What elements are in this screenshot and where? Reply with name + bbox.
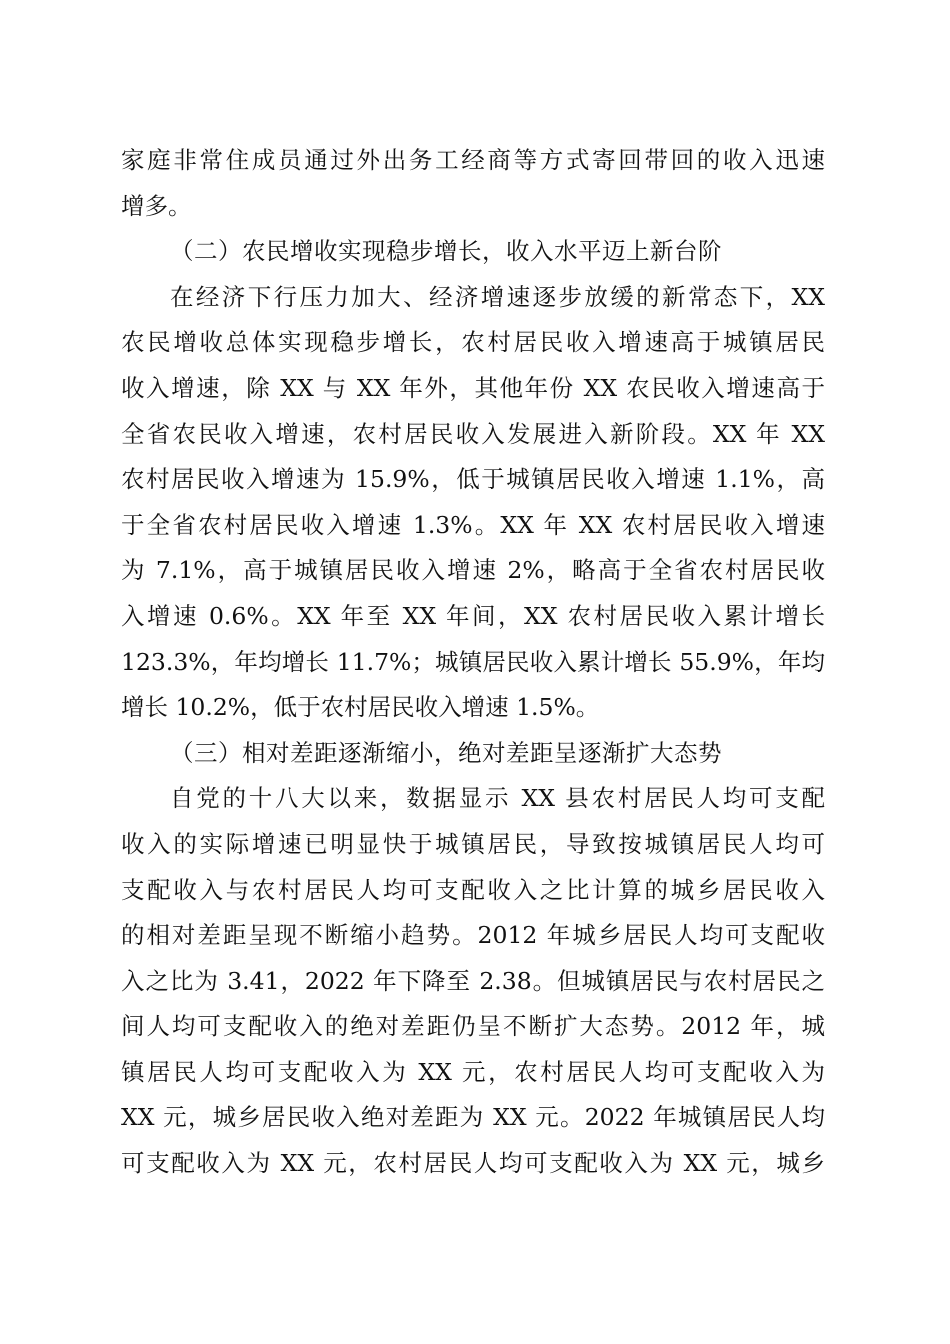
text-line: 入增速 0.6%。XX 年至 XX 年间，XX 农村居民收入累计增长 xyxy=(121,601,825,630)
section-heading: （三）相对差距逐渐缩小，绝对差距呈逐渐扩大态势 xyxy=(170,738,722,767)
text-line: 为 7.1%，高于城镇居民收入增速 2%，略高于全省农村居民收 xyxy=(121,556,825,585)
text-line: 收入的实际增速已明显快于城镇居民，导致按城镇居民人均可 xyxy=(121,829,825,858)
text-line: 的相对差距呈现不断缩小趋势。2012 年城乡居民人均可支配收 xyxy=(121,921,825,950)
text-line: 123.3%，年均增长 11.7%；城镇居民收入累计增长 55.9%，年均 xyxy=(121,647,825,676)
text-line: 农村居民收入增速为 15.9%，低于城镇居民收入增速 1.1%，高 xyxy=(121,465,825,494)
text-line: 全省农民收入增速，农村居民收入发展进入新阶段。XX 年 XX xyxy=(121,419,825,448)
text-line: 镇居民人均可支配收入为 XX 元，农村居民人均可支配收入为 xyxy=(121,1057,825,1086)
text-line: 间人均可支配收入的绝对差距仍呈不断扩大态势。2012 年，城 xyxy=(121,1012,825,1041)
text-line: 可支配收入为 XX 元，农村居民人均可支配收入为 XX 元，城乡 xyxy=(121,1149,825,1178)
text-line: XX 元，城乡居民收入绝对差距为 XX 元。2022 年城镇居民人均 xyxy=(121,1103,825,1132)
text-line: 在经济下行压力加大、经济增速逐步放缓的新常态下，XX xyxy=(170,282,825,311)
text-line: 支配收入与农村居民人均可支配收入之比计算的城乡居民收入 xyxy=(121,875,825,904)
text-line: 增多。 xyxy=(121,191,192,220)
section-heading: （二）农民增收实现稳步增长，收入水平迈上新台阶 xyxy=(170,237,722,266)
text-line: 于全省农村居民收入增速 1.3%。XX 年 XX 农村居民收入增速 xyxy=(121,510,825,539)
text-line: 增长 10.2%，低于农村居民收入增速 1.5%。 xyxy=(121,693,600,722)
text-line: 收入增速，除 XX 与 XX 年外，其他年份 XX 农民收入增速高于 xyxy=(121,373,825,402)
text-line: 家庭非常住成员通过外出务工经商等方式寄回带回的收入迅速 xyxy=(121,146,825,174)
body-text xyxy=(121,138,825,1187)
text-line: 入之比为 3.41，2022 年下降至 2.38。但城镇居民与农村居民之 xyxy=(121,966,825,995)
text-line: 自党的十八大以来，数据显示 XX 县农村居民人均可支配 xyxy=(170,784,825,813)
text-line: 农民增收总体实现稳步增长，农村居民收入增速高于城镇居民 xyxy=(121,328,825,357)
